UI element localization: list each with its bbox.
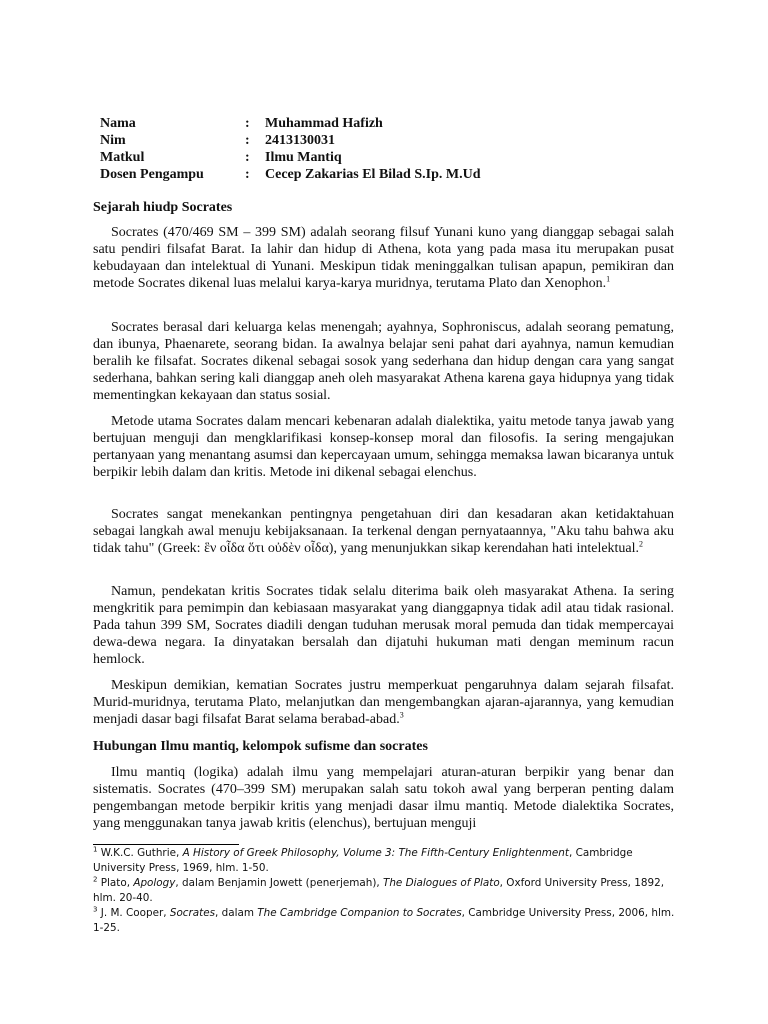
footnote-ref: 2 <box>639 539 644 549</box>
footnotes <box>93 846 683 936</box>
footnote-number: 3 <box>93 905 98 914</box>
footnote-text: , Oxford University Press, 1892, hlm. 20-40. <box>93 877 665 904</box>
identity-table <box>100 115 480 183</box>
identity-value: Ilmu Mantiq <box>265 150 342 165</box>
footnote-text: , Cambridge University Press, 2006, hlm. 1-25. <box>93 907 675 934</box>
footnote-3 <box>93 906 683 936</box>
identity-value: 2413130031 <box>265 133 335 148</box>
footnote-text: , dalam Benjamin Jowett (penerjemah), <box>175 877 383 889</box>
footnote-text: Plato, <box>97 877 134 889</box>
identity-row-lecturer <box>100 166 480 183</box>
paragraph <box>93 319 674 404</box>
identity-label: Nama <box>100 116 136 131</box>
paragraph-text: Socrates sangat menekankan pentingnya pengetahuan diri dan kesadaran akan ketidaktahuan sebagai langkah awal menuju kebijaksanaan. Ia terkenal dengan pernyataannya, "Aku tahu bahwa aku tidak tahu" (Greek: ἓν οἶδα ὅτι οὐδὲν οἶδα), yang menunjukkan sikap kerendahan hati intelektual. <box>93 507 674 556</box>
footnote-number: 1 <box>93 845 98 854</box>
footnote-ref: 3 <box>399 710 404 720</box>
identity-label: Matkul <box>100 150 145 165</box>
footnote-text: , dalam <box>215 907 258 919</box>
paragraph <box>93 764 674 832</box>
footnote-title: Socrates <box>169 907 216 919</box>
identity-value: Cecep Zakarias El Bilad S.Ip. M.Ud <box>265 167 481 182</box>
section-heading-socrates-history: Sejarah hiudp Socrates <box>93 200 233 215</box>
section-heading-mantiq: Hubungan Ilmu mantiq, kelompok sufisme dan socrates <box>93 739 428 754</box>
footnote-1 <box>93 846 683 876</box>
footnote-title: Apology <box>133 877 176 889</box>
footnote-number: 2 <box>93 875 98 884</box>
footnote-separator <box>93 844 239 845</box>
identity-row-course <box>100 149 480 166</box>
identity-row-nim <box>100 132 480 149</box>
paragraph <box>93 506 674 557</box>
footnote-title: The Dialogues of Plato <box>382 877 500 889</box>
footnote-2 <box>93 876 683 906</box>
paragraph <box>93 677 674 728</box>
identity-colon: : <box>245 167 250 182</box>
identity-colon: : <box>245 133 250 148</box>
footnote-title: A History of Greek Philosophy, Volume 3: The Fifth-Century Enlightenment <box>182 847 569 859</box>
paragraph <box>93 413 674 481</box>
paragraph-text: Ilmu mantiq (logika) adalah ilmu yang mempelajari aturan-aturan berpikir yang benar dan sistematis. Socrates (470–399 SM) merupakan salah satu tokoh awal yang berperan penting dalam pengembangan metode berpikir kritis yang menjadi dasar ilmu mantiq. Metode dialektika Socrates, yang menggunakan tanya jawab kritis (elenchus), bertujuan menguji <box>93 765 674 831</box>
footnote-text: J. M. Cooper, <box>97 907 170 919</box>
paragraph-text: Metode utama Socrates dalam mencari kebenaran adalah dialektika, yaitu metode tanya jawab yang bertujuan menguji dan mengklarifikasi konsep-konsep moral dan filosofis. Ia sering mengajukan pertanyaan yang menantang asumsi dan kepercayaan umum, sehingga memaksa lawan bicaranya untuk berpikir lebih dalam dan kritis. Metode ini dikenal sebagai elenchus. <box>93 414 674 480</box>
paragraph <box>93 583 674 668</box>
identity-value: Muhammad Hafizh <box>265 116 383 131</box>
identity-row-name <box>100 115 480 132</box>
identity-colon: : <box>245 116 250 131</box>
paragraph-text: Meskipun demikian, kematian Socrates justru memperkuat pengaruhnya dalam sejarah filsafat. Murid-muridnya, terutama Plato, melanjutkan dan mengembangkan ajaran-ajarannya, yang kemudian menjadi dasar bagi filsafat Barat selama berabad-abad. <box>93 678 674 727</box>
paragraph-text: Namun, pendekatan kritis Socrates tidak selalu diterima baik oleh masyarakat Athena. Ia sering mengkritik para pemimpin dan kebiasaan masyarakat yang dianggapnya tidak adil atau tidak rasional. Pada tahun 399 SM, Socrates diadili dengan tuduhan merusak moral pemuda dan tidak mempercayai dewa-dewa negara. Ia dinyatakan bersalah dan dijatuhi hukuman mati dengan meminum racun hemlock. <box>93 584 674 667</box>
identity-colon: : <box>245 150 250 165</box>
paragraph-text: Socrates berasal dari keluarga kelas menengah; ayahnya, Sophroniscus, adalah seorang pematung, dan ibunya, Phaenarete, seorang bidan. Ia awalnya belajar seni pahat dari ayahnya, namun kemudian beralih ke filsafat. Socrates dikenal sebagai sosok yang sederhana dan hidup dengan cara yang sangat sederhana, bahkan sering kali dianggap aneh oleh masyarakat Athena karena gaya hidupnya yang tidak mementingkan kekayaan dan status sosial. <box>93 320 674 403</box>
footnote-ref: 1 <box>606 274 611 284</box>
footnote-text: W.K.C. Guthrie, <box>97 847 183 859</box>
paragraph <box>93 224 674 292</box>
footnote-text: , Cambridge University Press, 1969, hlm. 1-50. <box>93 847 633 874</box>
identity-label: Dosen Pengampu <box>100 167 204 182</box>
footnote-title: The Cambridge Companion to Socrates <box>257 907 462 919</box>
identity-label: Nim <box>100 133 126 148</box>
paragraph-text: Socrates (470/469 SM – 399 SM) adalah seorang filsuf Yunani kuno yang dianggap sebagai salah satu pendiri filsafat Barat. Ia lahir dan hidup di Athena, kota yang pada masa itu merupakan pusat kebudayaan dan intelektual di Yunani. Meskipun tidak meninggalkan tulisan apapun, pemikiran dan metode Socrates dikenal luas melalui karya-karya muridnya, terutama Plato dan Xenophon. <box>93 225 674 291</box>
